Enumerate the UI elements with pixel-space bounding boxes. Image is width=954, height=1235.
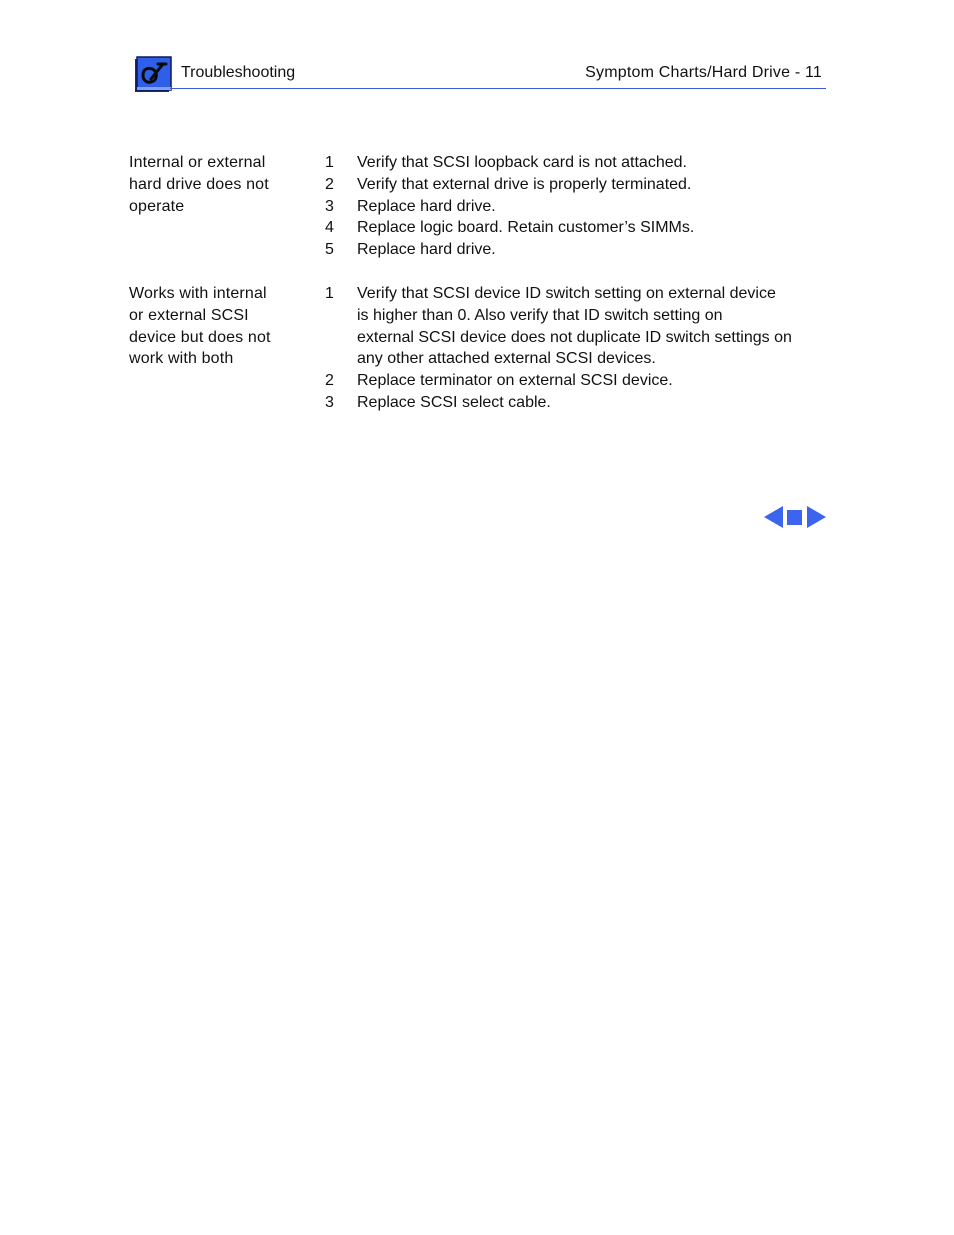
step-text: Replace logic board. Retain customer’s SIMMs.	[357, 219, 695, 237]
symptom-row	[129, 152, 829, 261]
home-button[interactable]	[787, 510, 802, 525]
step-text: Replace hard drive.	[357, 197, 496, 215]
step-number: 3	[325, 393, 334, 411]
section-label: Troubleshooting	[181, 64, 296, 81]
page-navigation	[764, 506, 826, 528]
triangle-right-icon	[807, 506, 826, 528]
solution-step	[325, 283, 829, 370]
step-text: Replace terminator on external SCSI device.	[357, 372, 673, 390]
solution-steps	[325, 152, 829, 261]
step-text: Verify that SCSI device ID switch setting on external device is higher than 0. Also verify that ID switch setting on external SCSI device does not duplicate ID switch settings on any other attached external SCSI devices.	[357, 284, 792, 368]
square-icon	[787, 510, 802, 525]
step-number: 2	[325, 372, 334, 390]
step-number: 4	[325, 219, 334, 237]
solution-step	[325, 392, 829, 414]
step-number: 3	[325, 197, 334, 215]
step-text: Verify that external drive is properly terminated.	[357, 175, 692, 193]
header-divider	[170, 88, 826, 89]
step-text: Verify that SCSI loopback card is not attached.	[357, 154, 687, 171]
symptom-chart	[129, 152, 829, 436]
symptom-label: Works with internal or external SCSI device but does not work with both	[129, 284, 271, 368]
step-text: Replace hard drive.	[357, 241, 496, 259]
solution-step	[325, 217, 829, 239]
solution-step	[325, 152, 829, 174]
solution-steps	[325, 283, 829, 414]
step-text: Replace SCSI select cable.	[357, 393, 551, 411]
previous-page-button[interactable]	[764, 506, 784, 528]
symptom-row	[129, 283, 829, 414]
apple-technician-badge-icon	[134, 56, 172, 94]
step-number: 5	[325, 241, 334, 259]
page-title: Symptom Charts/Hard Drive - 11	[585, 64, 822, 81]
solution-step	[325, 196, 829, 218]
page-header	[134, 56, 826, 90]
solution-step	[325, 239, 829, 261]
step-number: 1	[325, 284, 334, 302]
next-page-button[interactable]	[806, 506, 826, 528]
symptom-label: Internal or external hard drive does not operate	[129, 154, 269, 215]
triangle-left-icon	[764, 506, 783, 528]
solution-step	[325, 174, 829, 196]
step-number: 1	[325, 154, 334, 171]
solution-step	[325, 370, 829, 392]
step-number: 2	[325, 175, 334, 193]
